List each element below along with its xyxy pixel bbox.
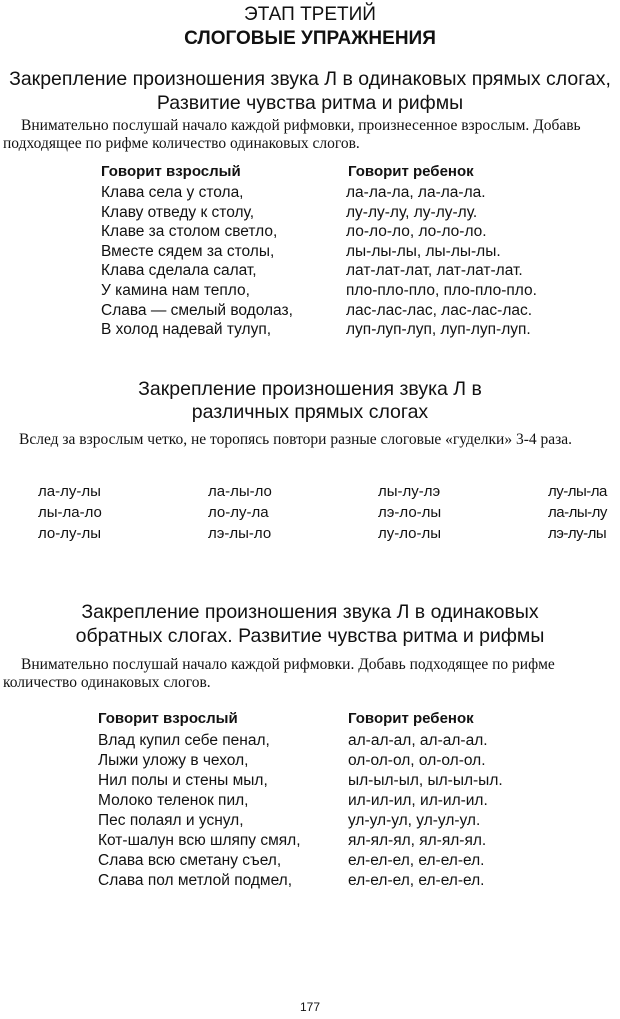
syllable-item: лэ-лу-лы	[548, 525, 607, 542]
child-line: ал-ал-ал, ал-ал-ал.	[348, 732, 488, 749]
child-line: луп-луп-луп, луп-луп-луп.	[346, 321, 531, 339]
adult-line: Нил полы и стены мыл,	[98, 772, 268, 789]
section-3-instruction: Внимательно послушай начало каждой рифмовки. Добавь подходящее по рифме количество одинаковых слогов.	[3, 656, 555, 691]
child-line: лу-лу-лу, лу-лу-лу.	[346, 203, 478, 221]
adult-line: Слава — смелый водолаз,	[101, 301, 293, 319]
adult-line: Кот-шалун всю шляпу смял,	[98, 832, 301, 849]
section-1-instruction: Внимательно послушай начало каждой рифмовки, произнесенное взрослым. Добавь подходящее по рифме количество одинаковых слогов.	[3, 117, 581, 152]
section-1-title-line-2: Развитие чувства ритма и рифмы	[156, 92, 464, 114]
syllable-item: лу-ло-лы	[378, 525, 442, 542]
child-line: лат-лат-лат, лат-лат-лат.	[346, 262, 523, 280]
syllable-item: ла-лу-лы	[38, 483, 101, 500]
section-3-title-line-2: обратных слогах. Развитие чувства ритма и рифмы	[75, 625, 545, 647]
adult-line: Лыжи уложу в чехол,	[98, 752, 249, 769]
adult-line: Вместе сядем за столы,	[101, 242, 275, 260]
child-line: ул-ул-ул, ул-ул-ул.	[348, 812, 481, 829]
child-line: ло-ло-ло, ло-ло-ло.	[346, 223, 487, 241]
adult-line: Слава пол метлой подмел,	[98, 872, 293, 889]
section-2-instruction: Вслед за взрослым четко, не торопясь повтори разные слоговые «гуделки» 3-4 раза.	[19, 431, 572, 448]
syllable-item: ло-лу-лы	[38, 525, 102, 542]
child-line: лы-лы-лы, лы-лы-лы.	[346, 242, 501, 260]
chapter-title: СЛОГОВЫЕ УПРАЖНЕНИЯ	[184, 28, 436, 49]
syllable-item: лы-лу-лэ	[378, 483, 441, 500]
child-line: ла-ла-ла, ла-ла-ла.	[346, 184, 486, 201]
adult-line: Клава села у стола,	[101, 184, 244, 201]
adult-line: Клаву отведу к столу,	[101, 203, 255, 221]
section-1-head-child: Говорит ребенок	[348, 163, 474, 180]
syllable-item: лы-ла-ло	[38, 504, 102, 521]
child-line: ел-ел-ел, ел-ел-ел.	[348, 852, 485, 869]
syllable-item: лэ-ло-лы	[378, 504, 442, 521]
section-2-title-line-2: различных прямых слогах	[191, 401, 429, 423]
syllable-item: ло-лу-ла	[208, 504, 269, 521]
adult-line: В холод надевай тулуп,	[101, 321, 272, 339]
child-line: пло-пло-пло, пло-пло-пло.	[346, 282, 537, 299]
child-line: ил-ил-ил, ил-ил-ил.	[348, 792, 488, 809]
adult-line: Клава сделала салат,	[101, 262, 257, 280]
adult-line: Пес полаял и уснул,	[98, 812, 244, 829]
child-line: лас-лас-лас, лас-лас-лас.	[346, 301, 533, 319]
page-number: 177	[299, 1000, 321, 1014]
section-1-head-adult: Говорит взрослый	[101, 163, 241, 180]
adult-line: У камина нам тепло,	[101, 282, 250, 299]
child-line: ял-ял-ял, ял-ял-ял.	[348, 832, 487, 849]
child-line: ол-ол-ол, ол-ол-ол.	[348, 752, 486, 769]
syllable-item: лэ-лы-ло	[208, 525, 272, 542]
syllable-item: лу-лы-ла	[548, 483, 607, 500]
section-1-title-line-1: Закрепление произношения звука Л в одинаковых прямых слогах,	[9, 68, 611, 90]
section-3-title-line-1: Закрепление произношения звука Л в одинаковых	[81, 601, 539, 623]
adult-line: Клаве за столом светло,	[101, 223, 278, 241]
adult-line: Влад купил себе пенал,	[98, 732, 270, 749]
section-2-title-line-1: Закрепление произношения звука Л в	[138, 378, 482, 400]
adult-line: Слава всю сметану съел,	[98, 852, 282, 869]
stage-title: ЭТАП ТРЕТИЙ	[244, 4, 376, 25]
section-3-head-adult: Говорит взрослый	[98, 710, 238, 727]
section-3-head-child: Говорит ребенок	[348, 710, 474, 727]
child-line: ел-ел-ел, ел-ел-ел.	[348, 872, 485, 889]
adult-line: Молоко теленок пил,	[98, 792, 249, 809]
child-line: ыл-ыл-ыл, ыл-ыл-ыл.	[348, 772, 503, 789]
syllable-item: ла-лы-лу	[548, 504, 607, 521]
syllable-item: ла-лы-ло	[208, 483, 272, 500]
